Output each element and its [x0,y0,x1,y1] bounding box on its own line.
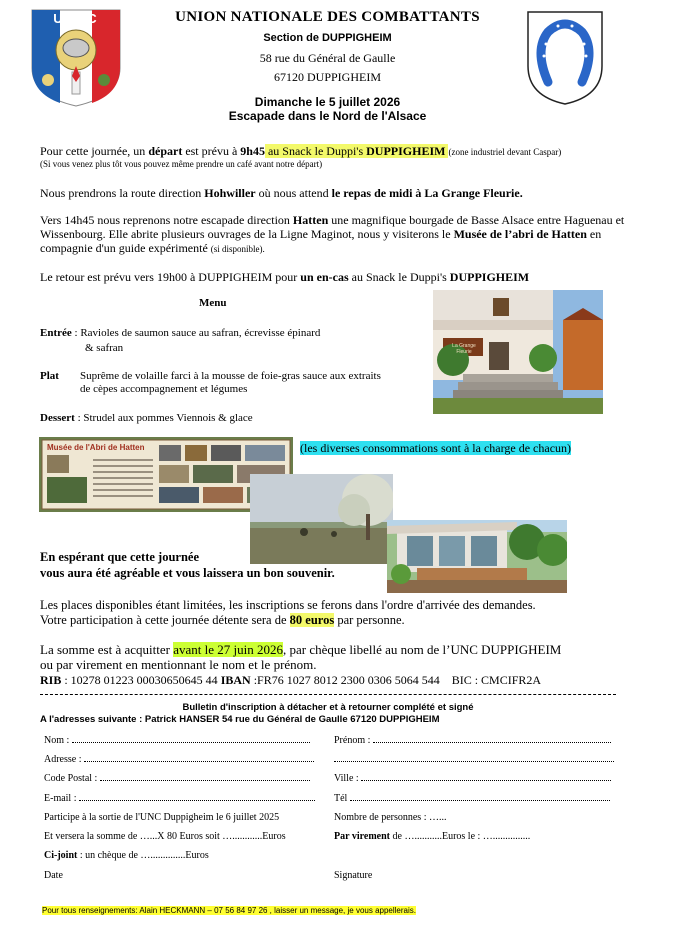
return-paragraph: Le retour est prévu vers 19h00 à DUPPIGHEIM pour un en-cas au Snack le Duppi's DUPPIGHEIM [40,270,530,284]
date-label[interactable]: Date [44,870,63,881]
email-field[interactable] [79,800,315,801]
menu-entree-cont: & safran [85,342,124,354]
nom-field[interactable] [72,742,310,743]
payment-line-2: ou par virement en mentionnant le nom et le prénom. [40,657,317,672]
tel-label: Tél [334,793,348,804]
consumption-note: (les diverses consommations sont à la charge de chacun) [300,441,572,455]
departure-paragraph: Pour cette journée, un départ est prévu à 9h45 au Snack le Duppi's DUPPIGHEIM (zone industriel devant Caspar) [40,144,562,158]
menu-dessert: Dessert : Strudel aux pommes Viennois & glace [40,412,253,424]
unc-logo [30,8,122,108]
versera-line[interactable]: Et versera la somme de …...X 80 Euros soit …............Euros [44,831,286,842]
code-postal-field[interactable] [100,780,310,781]
city: 67120 DUPPIGHEIM [273,70,381,84]
form-heading: Bulletin d'inscription à détacher et à retourner complété et signé [182,702,474,713]
form-address: A l'adresses suivante : Patrick HANSER 54 rue du Général de Gaulle 67120 DUPPIGHEIM [40,714,440,725]
menu-entree: Entrée : Ravioles de saumon sauce au safran, écrevisse épinard [40,327,321,339]
logo-letters: U N C [53,11,99,26]
org-name: UNION NATIONALE DES COMBATTANTS [175,9,480,25]
restaurant-sign: La Grange Fleurie [452,343,476,355]
adresse-label: Adresse : [44,754,82,765]
ville-field[interactable] [361,780,611,781]
museum-sign-title: Musée de l'Abri de Hatten [47,443,145,452]
email-label: E-mail : [44,793,77,804]
afternoon-paragraph: Vers 14h45 nous reprenons notre escapade direction Hatten une magnifique bourgade de Basse Alsace entre Haguenau et Wissenbourg. Elle abrite plusieurs ouvrages de la Ligne Maginot, nous y visiterons le Musée de l’abri de Hatten en compagnie d'un guide expérimenté (si disponible). [40,213,625,255]
payment-line-1: La somme est à acquitter avant le 27 juin 2026, par chèque libellé au nom de l’UNC DUPPIGHEIM [40,642,562,657]
code-postal-label: Code Postal : [44,773,98,784]
signature-label[interactable]: Signature [334,870,373,881]
menu-plat: Plat [40,370,59,382]
lunch-paragraph: Nous prendrons la route direction Hohwiller où nous attend le repas de midi à La Grange Fleurie. [40,186,523,200]
participe-line: Participe à la sortie de l'UNC Duppigheim le 6 juillet 2025 [44,812,280,823]
cut-line [40,694,616,695]
menu-plat-text: Suprême de volaille farci à la mousse de foie-gras sauce aux extraits de cèpes accompagnement et légumes [80,370,381,395]
landscape-photo [250,474,393,564]
menu-title: Menu [199,297,227,309]
adresse-field-2[interactable] [334,761,614,762]
cijoint-line[interactable]: Ci-joint : un chèque de …..............Euros [44,850,209,861]
wish-line-2: vous aura été agréable et vous laissera un bon souvenir. [40,566,335,580]
nombre-personnes[interactable]: Nombre de personnes : …... [334,812,447,823]
bank-details: RIB : 10278 01223 00030650645 44 IBAN :FR76 1027 8012 2300 0306 5064 544 BIC : CMCIFR2A [40,673,542,687]
prenom-label: Prénom : [334,735,371,746]
street-address: 58 rue du Général de Gaulle [259,51,396,65]
footer-contact: Pour tous renseignements: Alain HECKMANN – 07 56 84 97 26 , laisser un message, je vous appellerais. [42,906,416,915]
prenom-field[interactable] [373,742,611,743]
restaurant-photo [433,290,603,414]
event-title: Escapade dans le Nord de l'Alsace [228,109,427,123]
places-line-2: Votre participation à cette journée détente sera de 80 euros par personne. [40,613,405,627]
places-line-1: Les places disponibles étant limitées, les inscriptions se ferons dans l'ordre d'arrivée des demandes. [40,598,536,612]
section-name: Section de DUPPIGHEIM [263,32,392,44]
tel-field[interactable] [350,800,610,801]
terrace-photo [387,520,567,593]
adresse-field[interactable] [84,761,314,762]
wish-line-1: En espérant que cette journée [40,550,199,564]
event-date: Dimanche le 5 juillet 2026 [254,95,401,109]
nom-label: Nom : [44,735,70,746]
coffee-note: (Si vous venez plus tôt vous pouvez même prendre un café avant notre départ) [40,159,323,169]
coat-of-arms-icon [526,10,604,106]
virement-line[interactable]: Par virement de …...........Euros le : …............... [334,831,531,842]
ville-label: Ville : [334,773,359,784]
